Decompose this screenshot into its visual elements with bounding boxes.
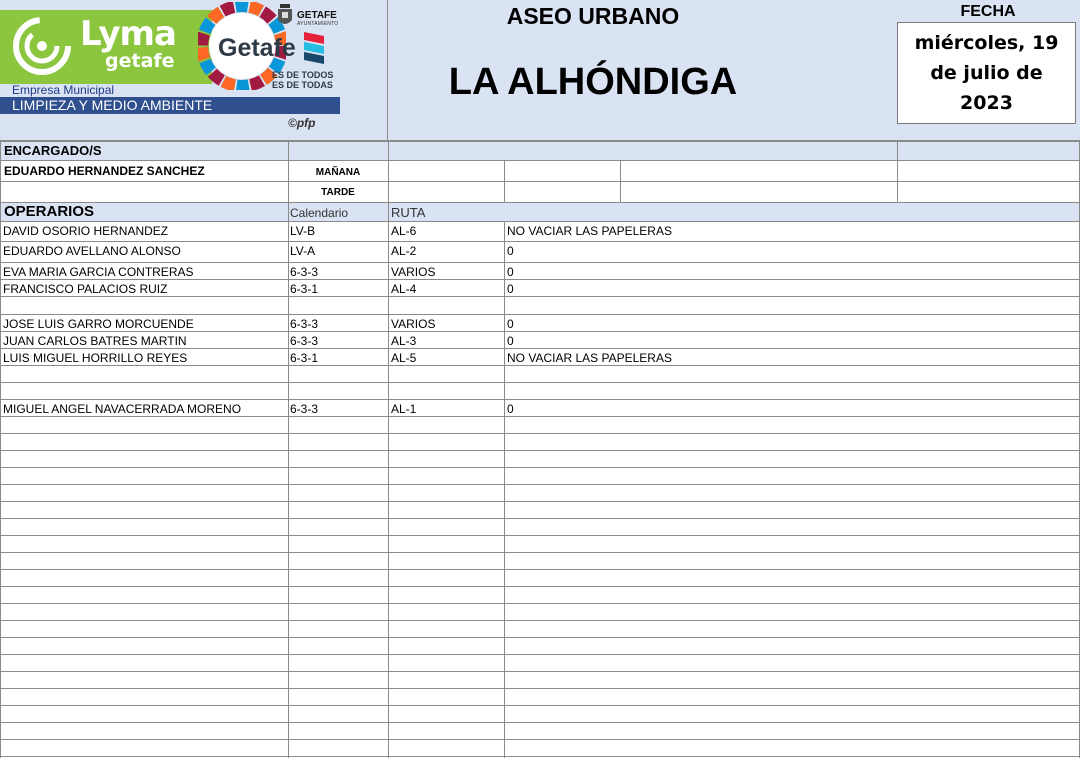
grid-col-line [897, 141, 898, 202]
operario-name: EVA MARIA GARCIA CONTRERAS [3, 265, 194, 279]
grid-row-line [0, 654, 1080, 655]
grid-row-line [0, 739, 1080, 740]
operario-calendario: 6-3-1 [290, 282, 319, 296]
fecha-value: miércoles, 19 de julio de 2023 [914, 32, 1059, 114]
grid-row-line [0, 382, 1080, 383]
operario-nota: 0 [507, 282, 514, 296]
operario-ruta: AL-1 [391, 402, 417, 416]
grid-row-line [0, 671, 1080, 672]
operarios-label: OPERARIOS [4, 203, 95, 220]
operario-calendario: 6-3-3 [290, 317, 319, 331]
grid-col-line [288, 202, 289, 758]
grid-row-line [0, 603, 1080, 604]
operario-calendario: 6-3-3 [290, 265, 319, 279]
fecha-label: FECHA [960, 3, 1016, 20]
grid-col-line [504, 221, 505, 758]
operario-calendario: 6-3-1 [290, 351, 319, 365]
luma-swirl-icon [10, 14, 74, 78]
copyright-label: ©pfp [288, 116, 316, 130]
page-title: LA ALHÓNDIGA [448, 61, 738, 103]
luma-getafe-wordmark: getafe [105, 50, 175, 72]
grid-row-line [0, 569, 1080, 570]
operario-name: JOSE LUIS GARRO MORCUENDE [3, 317, 194, 331]
operario-nota: 0 [507, 402, 514, 416]
operario-nota: 0 [507, 334, 514, 348]
luma-wordmark: Lyma [80, 14, 176, 54]
grid-row-line [0, 484, 1080, 485]
grid-row-line [0, 433, 1080, 434]
grid-row-line [0, 141, 1080, 142]
ayuntamiento-sub: AYUNTAMIENTO [297, 21, 339, 27]
operario-name: LUIS MIGUEL HORRILLO REYES [3, 351, 188, 365]
operario-nota: 0 [507, 265, 514, 279]
operario-ruta: AL-2 [391, 244, 417, 258]
grid-row-line [0, 450, 1080, 451]
operario-name: JUAN CARLOS BATRES MARTIN [3, 334, 187, 348]
es-de-todos-line: ES DE TODOS [272, 70, 334, 80]
operario-ruta: AL-4 [391, 282, 417, 296]
operario-nota: 0 [507, 244, 514, 258]
grid-row-line [0, 202, 1080, 203]
grid-row-line [0, 705, 1080, 706]
fecha-box [897, 22, 1076, 124]
ayuntamiento-name: GETAFE [297, 10, 337, 21]
grid-row-line [0, 314, 1080, 315]
operario-name: DAVID OSORIO HERNANDEZ [3, 224, 169, 238]
es-de-todos-slogan [272, 70, 333, 90]
operario-ruta: AL-5 [391, 351, 417, 365]
grid-col-line [388, 202, 389, 758]
calendario-header: Calendario [290, 206, 349, 220]
operario-name: FRANCISCO PALACIOS RUIZ [3, 282, 168, 296]
grid-col-line [504, 160, 505, 202]
operarios-band [0, 202, 1080, 221]
grid-row-line [0, 552, 1080, 553]
grid-row-line [0, 722, 1080, 723]
operario-ruta: AL-3 [391, 334, 417, 348]
grid-row-line [0, 535, 1080, 536]
turno-manana-label: MAÑANA [315, 167, 361, 178]
empresa-municipal-label: Empresa Municipal [12, 83, 115, 97]
operario-ruta: AL-6 [391, 224, 417, 238]
grid-row-line [0, 637, 1080, 638]
grid-row-line [0, 467, 1080, 468]
operario-calendario: 6-3-3 [290, 334, 319, 348]
operario-name: EDUARDO AVELLANO ALONSO [3, 244, 181, 258]
grid-row-line [0, 518, 1080, 519]
operario-ruta: VARIOS [391, 317, 436, 331]
grid-row-line [0, 221, 1080, 222]
title-aseo-urbano: ASEO URBANO [506, 3, 680, 29]
grid-col-line [620, 160, 621, 202]
getafe-wordmark: Getafe [218, 34, 296, 62]
operario-nota: 0 [507, 317, 514, 331]
grid-row-line [0, 241, 1080, 242]
turno-tarde-label: TARDE [321, 187, 355, 198]
grid-row-line [0, 181, 1080, 182]
getafe-crest-icon [276, 4, 294, 28]
ods-flag-icon [304, 30, 326, 68]
encargados-band [0, 141, 1080, 160]
grid-row-line [0, 756, 1080, 757]
operario-name: MIGUEL ANGEL NAVACERRADA MORENO [3, 402, 242, 416]
grid-row-line [0, 160, 1080, 161]
grid-row-line [0, 620, 1080, 621]
grid-row-line [0, 688, 1080, 689]
grid-col-line [388, 141, 389, 202]
operario-nota: NO VACIAR LAS PAPELERAS [507, 351, 672, 365]
encargado-name: EDUARDO HERNANDEZ SANCHEZ [4, 164, 205, 178]
operario-calendario: 6-3-3 [290, 402, 319, 416]
grid-row-line [0, 262, 1080, 263]
operario-calendario: LV-B [290, 224, 316, 238]
grid-row-line [0, 586, 1080, 587]
limpieza-medio-ambiente-bar: LIMPIEZA Y MEDIO AMBIENTE [0, 97, 340, 114]
operario-calendario: LV-A [290, 244, 316, 258]
logo-area [0, 0, 388, 141]
encargados-label: ENCARGADO/S [4, 143, 102, 158]
operario-ruta: VARIOS [391, 265, 436, 279]
grid-row-line [0, 501, 1080, 502]
grid-row-line [0, 399, 1080, 400]
ruta-header: RUTA [391, 205, 426, 220]
operario-nota: NO VACIAR LAS PAPELERAS [507, 224, 672, 238]
es-de-todas-line: ES DE TODAS [272, 80, 333, 90]
header [0, 0, 1080, 141]
grid-col-line [0, 141, 1, 758]
